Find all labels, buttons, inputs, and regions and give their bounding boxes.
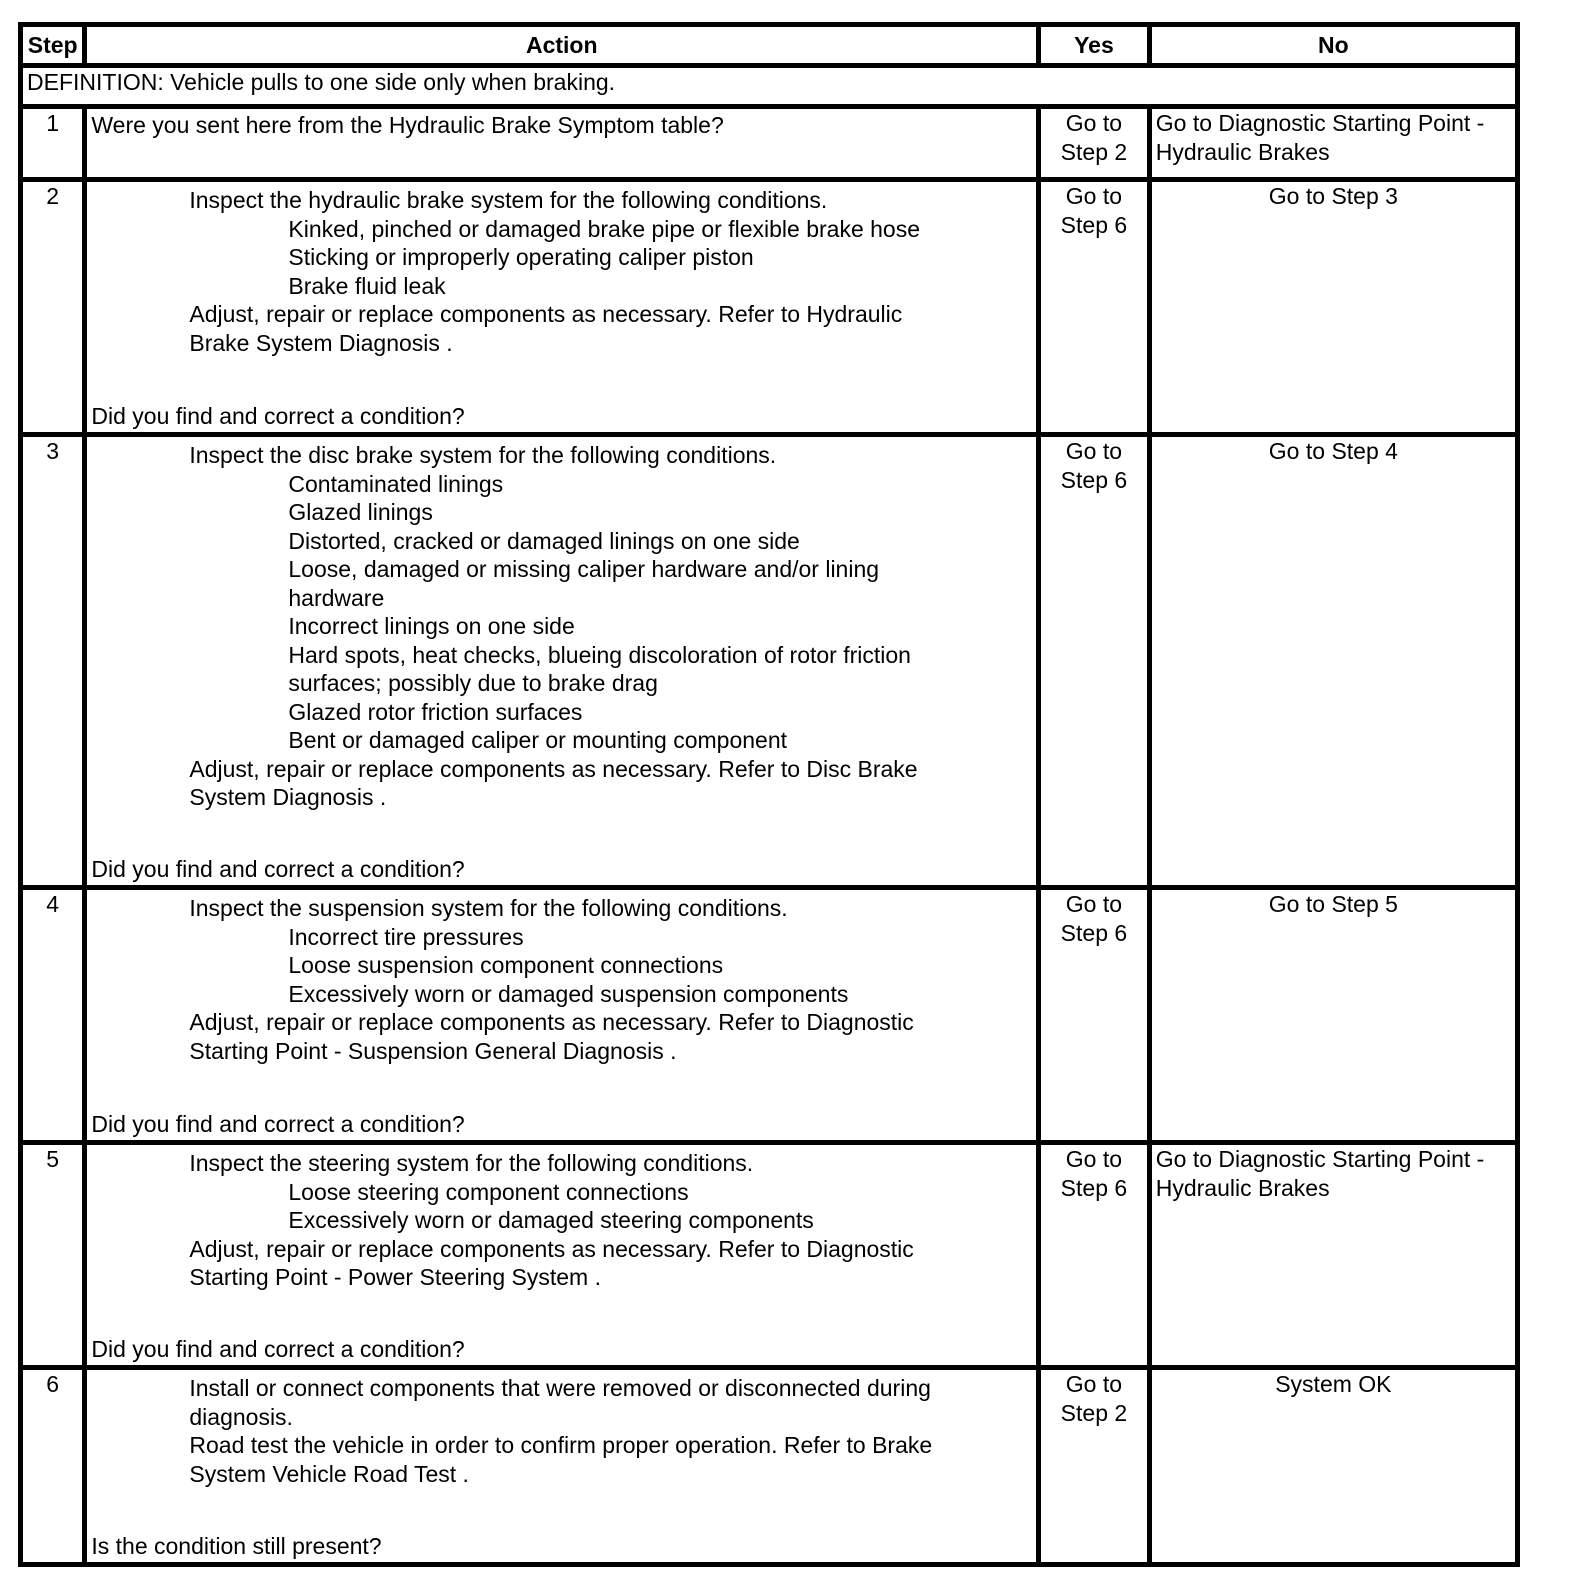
no-text-line: System OK [1275,1371,1392,1397]
no-text-line: Hydraulic Brakes [1155,138,1330,165]
condition-item: Incorrect tire pressures [288,923,524,950]
no-text-line: Go to Step 3 [1268,183,1398,209]
yes-text-line: Step 2 [1060,138,1128,165]
instruction-text: Road test the vehicle in order to confirm proper operation. Refer to Brake [189,1432,933,1458]
refer-text: Starting Point - Suspension General Diagnosis . [189,1037,677,1064]
yes-text-line: Go to [1065,438,1123,464]
refer-text: System Diagnosis . [189,784,387,810]
step-number: 5 [21,1143,85,1368]
diagnostic-table [18,22,1520,1567]
no-cell [1149,435,1517,888]
no-cell [1149,1143,1517,1368]
question-text: Did you find and correct a condition? [91,1110,465,1137]
question-text: Is the condition still present? [91,1532,382,1559]
instruction-text: Install or connect components that were removed or disconnected during [189,1375,931,1401]
action-cell [85,107,1039,180]
condition-item: Hard spots, heat checks, blueing discoloration of rotor friction [288,641,911,668]
table-row [21,888,1518,1143]
no-text-line: Go to Diagnostic Starting Point - [1155,1146,1485,1172]
no-text-line: Go to Step 4 [1268,438,1398,464]
header-yes: Yes [1039,25,1150,66]
condition-item: Distorted, cracked or damaged linings on one side [288,527,800,554]
yes-text-line: Step 6 [1060,211,1128,238]
condition-item: hardware [288,584,385,611]
step-number: 4 [21,888,85,1143]
no-cell [1149,888,1517,1143]
header-step: Step [21,25,85,66]
yes-text-line: Go to [1065,1146,1123,1172]
condition-item: Excessively worn or damaged steering components [288,1207,814,1233]
yes-text-line: Go to [1065,1371,1123,1397]
yes-text-line: Go to [1065,183,1123,209]
yes-cell [1039,180,1150,435]
no-text-line: Go to Diagnostic Starting Point - [1155,110,1485,136]
condition-item: Brake fluid leak [288,272,446,299]
inspect-intro: Inspect the steering system for the following conditions. [189,1150,754,1176]
definition-text: DEFINITION: Vehicle pulls to one side only when braking. [21,66,1518,107]
table-row [21,107,1518,180]
no-text-line: Hydraulic Brakes [1155,1174,1330,1201]
yes-text-line: Go to [1065,110,1123,136]
instruction-text: diagnosis. [189,1403,293,1430]
condition-item: Excessively worn or damaged suspension components [288,980,849,1007]
yes-text-line: Go to [1065,891,1123,917]
table-row [21,1143,1518,1368]
no-cell [1149,1368,1517,1565]
condition-item: Loose suspension component connections [288,952,724,978]
inspect-intro: Inspect the disc brake system for the following conditions. [189,442,777,468]
action-cell [85,435,1039,888]
yes-text-line: Step 6 [1060,919,1128,946]
condition-item: Contaminated linings [288,470,504,497]
refer-text: Starting Point - Power Steering System . [189,1264,601,1290]
action-cell [85,180,1039,435]
yes-cell [1039,1143,1150,1368]
table-row [21,1368,1518,1565]
condition-item: Bent or damaged caliper or mounting component [288,727,788,753]
step-number: 6 [21,1368,85,1565]
yes-text-line: Step 6 [1060,466,1128,493]
condition-item: Incorrect linings on one side [288,613,575,639]
yes-text-line: Step 6 [1060,1174,1128,1201]
yes-text-line: Step 2 [1060,1399,1128,1426]
definition-row [21,66,1518,107]
question-text: Did you find and correct a condition? [91,402,465,429]
no-text-line: Go to Step 5 [1268,891,1398,917]
header-no: No [1149,25,1517,66]
yes-cell [1039,888,1150,1143]
condition-item: Glazed linings [288,499,433,525]
yes-cell [1039,1368,1150,1565]
refer-text: Adjust, repair or replace components as necessary. Refer to Diagnostic [189,1235,914,1262]
condition-item: Sticking or improperly operating caliper piston [288,244,754,270]
table-row [21,180,1518,435]
action-cell [85,1368,1039,1565]
step-number: 2 [21,180,85,435]
refer-text: Adjust, repair or replace components as necessary. Refer to Diagnostic [189,1009,914,1035]
refer-text: Adjust, repair or replace components as necessary. Refer to Disc Brake [189,755,918,782]
table-row [21,435,1518,888]
question-text: Were you sent here from the Hydraulic Brake Symptom table? [91,112,724,138]
step-number: 3 [21,435,85,888]
refer-text: Brake System Diagnosis . [189,329,453,356]
yes-cell [1039,107,1150,180]
no-cell [1149,107,1517,180]
condition-item: Loose steering component connections [288,1178,689,1205]
instruction-text: System Vehicle Road Test . [189,1460,469,1487]
condition-item: surfaces; possibly due to brake drag [288,670,658,696]
condition-item: Kinked, pinched or damaged brake pipe or flexible brake hose [288,215,920,242]
question-text: Did you find and correct a condition? [91,855,465,882]
header-row [21,25,1518,66]
refer-text: Adjust, repair or replace components as necessary. Refer to Hydraulic [189,301,903,327]
condition-item: Glazed rotor friction surfaces [288,698,583,725]
no-cell [1149,180,1517,435]
inspect-intro: Inspect the suspension system for the following conditions. [189,895,788,921]
inspect-intro: Inspect the hydraulic brake system for the following conditions. [189,187,828,213]
action-cell [85,888,1039,1143]
question-text: Did you find and correct a condition? [91,1335,465,1362]
step-number: 1 [21,107,85,180]
yes-cell [1039,435,1150,888]
action-cell [85,1143,1039,1368]
condition-item: Loose, damaged or missing caliper hardware and/or lining [288,556,880,582]
header-action: Action [85,25,1039,66]
